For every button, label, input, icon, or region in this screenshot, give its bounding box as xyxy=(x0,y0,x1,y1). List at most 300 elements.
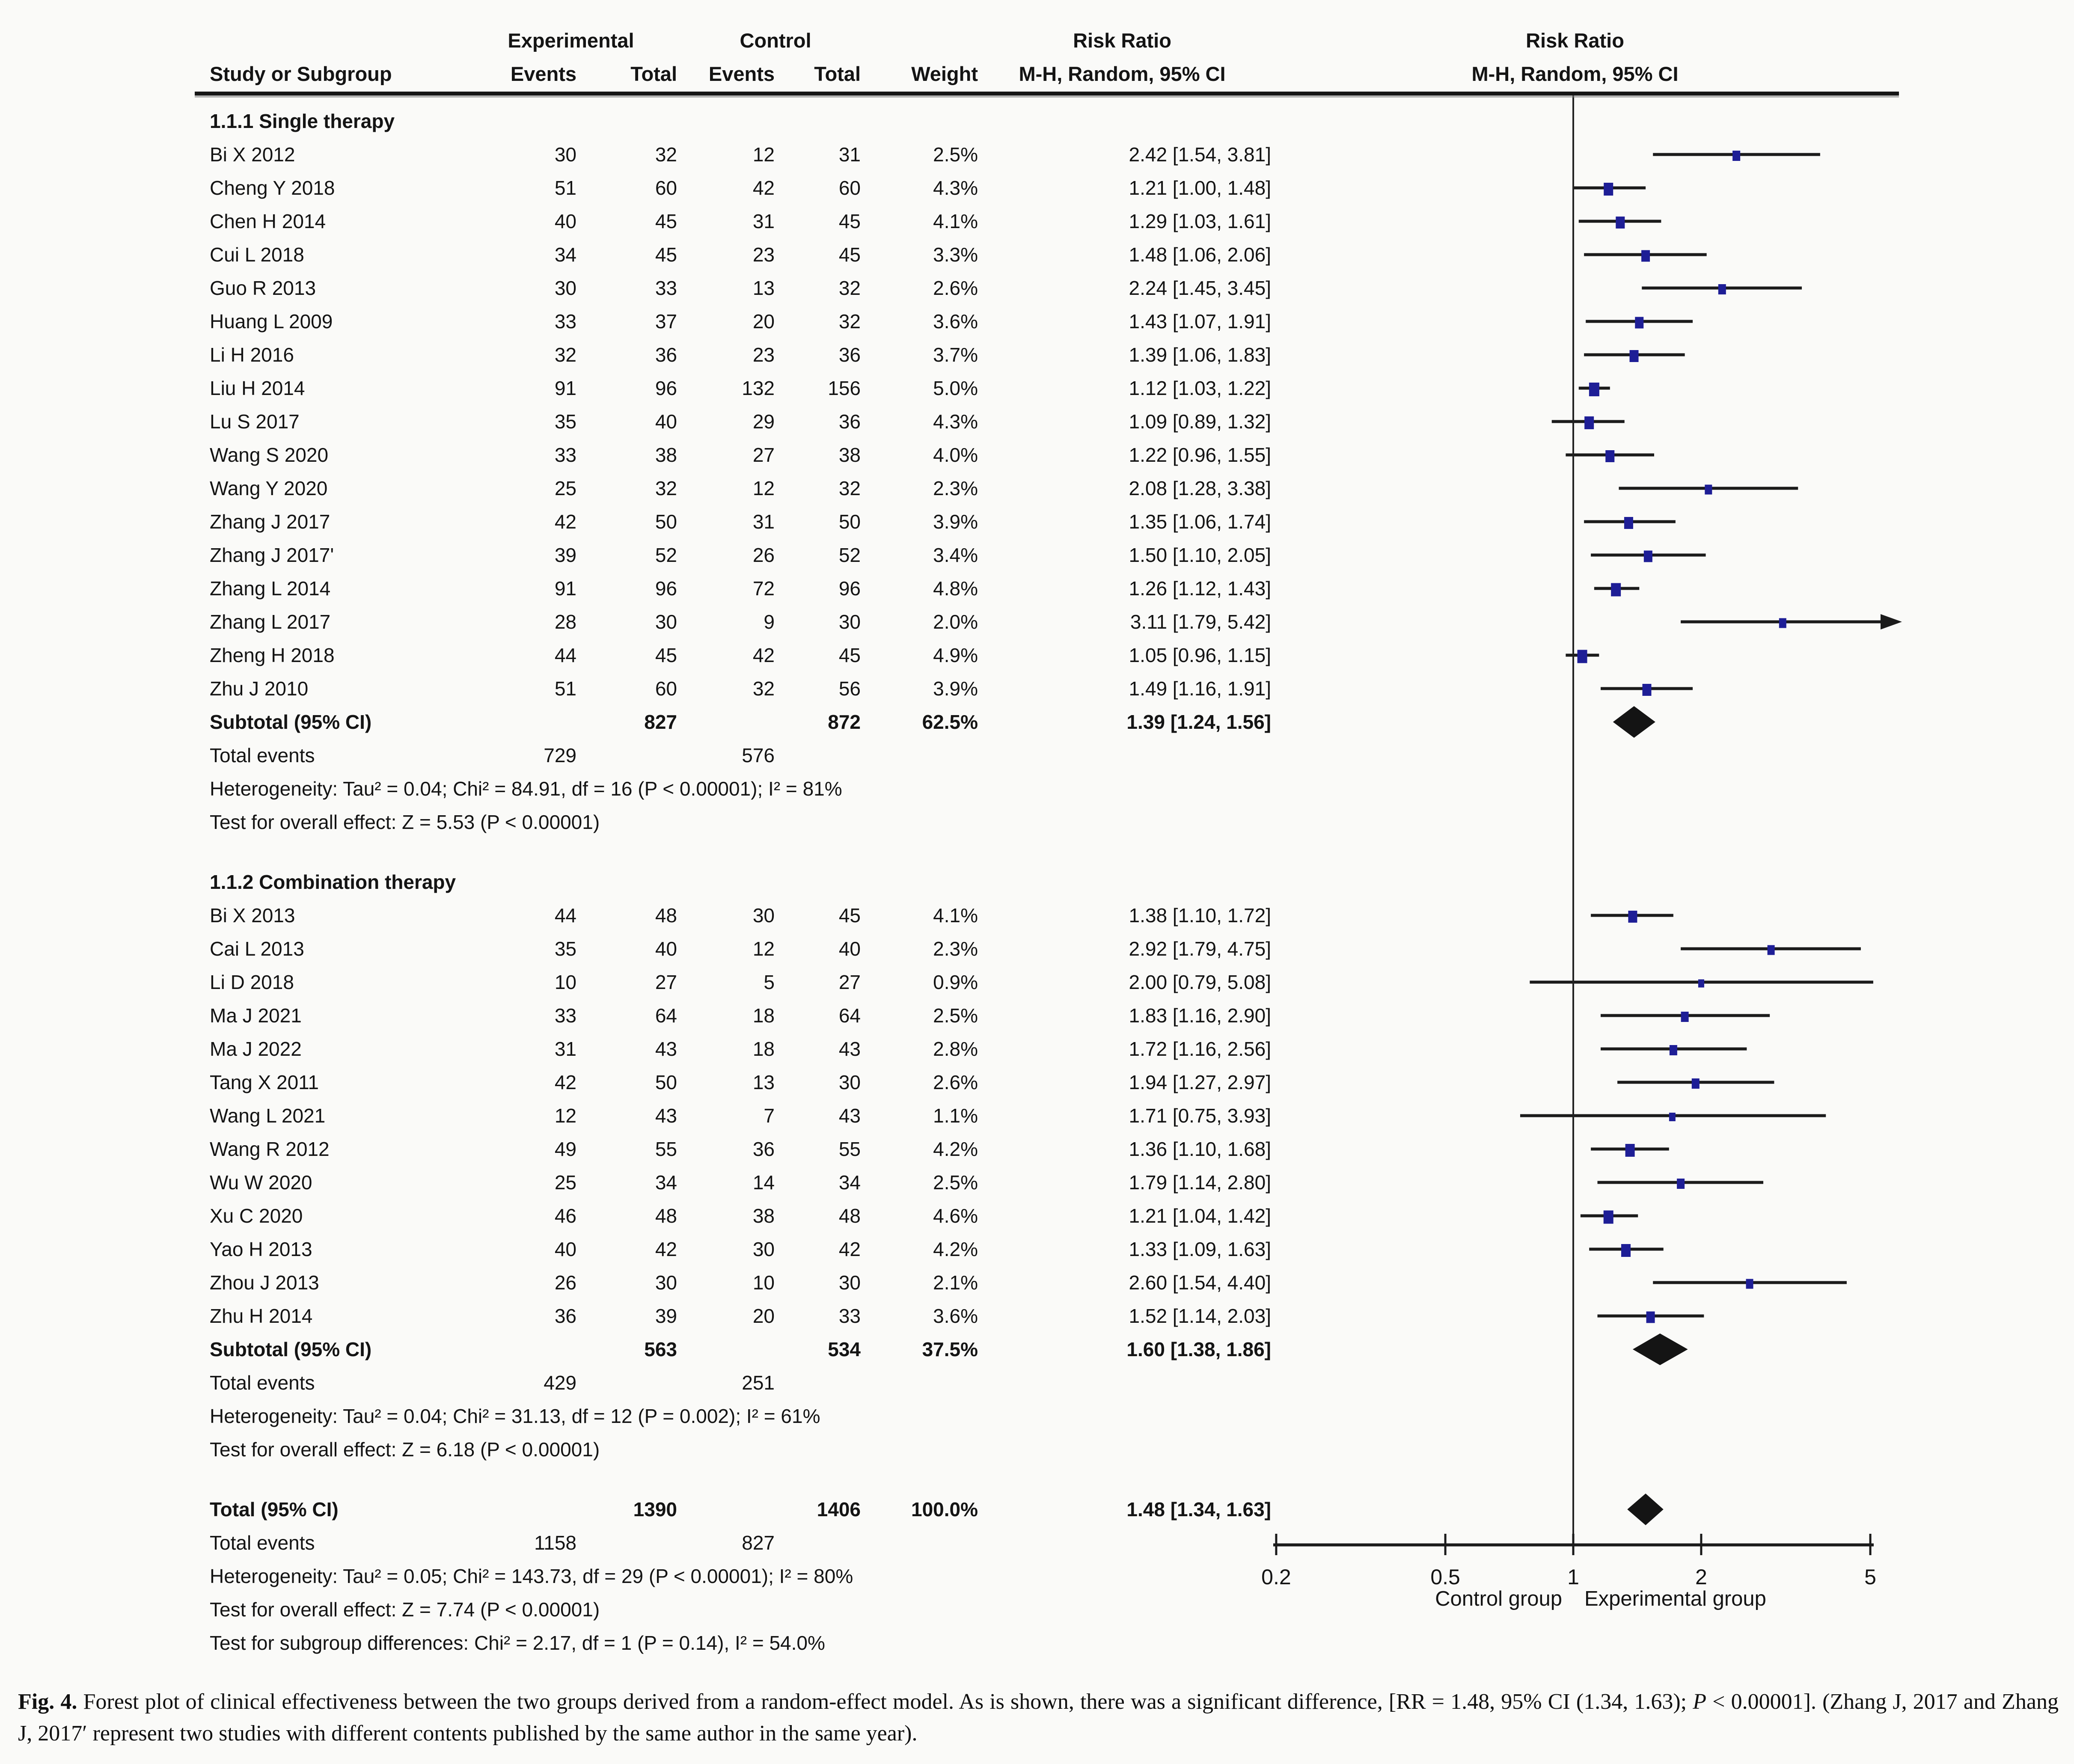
overall-effect-text: Test for overall effect: Z = 6.18 (P < 0.00001) xyxy=(210,1438,600,1461)
ctrl-events-value: 29 xyxy=(752,410,775,433)
exp-events-value: 12 xyxy=(554,1105,576,1127)
study-label: Huang L 2009 xyxy=(210,310,333,333)
ctrl-events-value: 12 xyxy=(752,477,775,499)
ctrl-total-value: 32 xyxy=(838,277,861,299)
exp-total-value: 96 xyxy=(655,577,677,600)
table-row xyxy=(0,138,2074,171)
exp-events-value: 35 xyxy=(554,410,576,433)
header-ctrl-total: Total xyxy=(814,62,861,85)
ctrl-events-value: 31 xyxy=(752,210,775,232)
ctrl-events-value: 12 xyxy=(752,938,775,960)
table-row xyxy=(0,1199,2074,1232)
risk-ratio-ci-text: 1.33 [1.09, 1.63] xyxy=(1129,1238,1271,1260)
ctrl-events-value: 27 xyxy=(752,444,775,466)
study-label: Bi X 2012 xyxy=(210,143,295,166)
table-row xyxy=(0,171,2074,205)
table-row xyxy=(0,865,2074,899)
ctrl-events-value: 42 xyxy=(752,177,775,199)
ctrl-total-value: 64 xyxy=(838,1004,861,1027)
risk-ratio-ci-text: 2.24 [1.45, 3.45] xyxy=(1129,277,1271,299)
study-label: Bi X 2013 xyxy=(210,904,295,927)
study-label: Cai L 2013 xyxy=(210,938,304,960)
exp-events-value: 39 xyxy=(554,544,576,566)
weight-value: 2.6% xyxy=(933,277,978,299)
table-row xyxy=(0,1626,2074,1660)
exp-total-value: 42 xyxy=(655,1238,677,1260)
total-risk-ratio-ci: 1.48 [1.34, 1.63] xyxy=(1126,1498,1271,1520)
risk-ratio-ci-text: 1.50 [1.10, 2.05] xyxy=(1129,544,1271,566)
exp-events-value: 30 xyxy=(554,277,576,299)
total-events-ctrl: 251 xyxy=(742,1372,775,1394)
ctrl-events-value: 38 xyxy=(752,1205,775,1227)
exp-total-value: 33 xyxy=(655,277,677,299)
table-row xyxy=(0,999,2074,1032)
subtotal-risk-ratio-ci: 1.60 [1.38, 1.86] xyxy=(1126,1338,1271,1360)
total-events-exp: 429 xyxy=(544,1372,576,1394)
study-label: Zhu H 2014 xyxy=(210,1305,313,1327)
table-row xyxy=(0,1433,2074,1466)
header-exp-events: Events xyxy=(510,62,576,85)
weight-value: 4.8% xyxy=(933,577,978,600)
caption-text-1: Forest plot of clinical effectiveness between the two groups derived from a random-effect model. As is shown, there was a significant difference, [RR = 1.48, 95% CI (1.34, 1.63); xyxy=(77,1690,1693,1714)
table-row xyxy=(0,1132,2074,1166)
exp-events-value: 25 xyxy=(554,1171,576,1194)
total-events-exp: 729 xyxy=(544,744,576,766)
ctrl-total-value: 52 xyxy=(838,544,861,566)
header-experimental-group: Experimental xyxy=(508,29,634,52)
exp-total-value: 37 xyxy=(655,310,677,333)
table-row xyxy=(0,638,2074,672)
axis-label-experimental-group: Experimental group xyxy=(1584,1587,1766,1610)
exp-events-value: 26 xyxy=(554,1271,576,1294)
subtotal-ctrl-total: 534 xyxy=(828,1338,861,1360)
total-label: Total (95% CI) xyxy=(210,1498,339,1520)
exp-total-value: 32 xyxy=(655,143,677,166)
table-row xyxy=(0,1266,2074,1299)
table-row xyxy=(0,205,2074,238)
ctrl-events-value: 30 xyxy=(752,904,775,927)
ctrl-events-value: 36 xyxy=(752,1138,775,1160)
study-label: Ma J 2022 xyxy=(210,1038,302,1060)
ctrl-total-value: 156 xyxy=(828,377,861,399)
study-label: Zhang L 2014 xyxy=(210,577,331,600)
risk-ratio-ci-text: 1.29 [1.03, 1.61] xyxy=(1129,210,1271,232)
table-row xyxy=(0,472,2074,505)
total-weight: 100.0% xyxy=(911,1498,978,1520)
table-row xyxy=(0,605,2074,638)
table-row xyxy=(0,805,2074,839)
exp-events-value: 51 xyxy=(554,177,576,199)
exp-events-value: 91 xyxy=(554,577,576,600)
study-label: Wang Y 2020 xyxy=(210,477,328,499)
table-row xyxy=(0,271,2074,305)
total-events-label: Total events xyxy=(210,1532,315,1554)
weight-value: 3.7% xyxy=(933,344,978,366)
risk-ratio-ci-text: 1.71 [0.75, 3.93] xyxy=(1129,1105,1271,1127)
weight-value: 3.6% xyxy=(933,310,978,333)
study-label: Wang S 2020 xyxy=(210,444,329,466)
study-label: Zhu J 2010 xyxy=(210,677,309,700)
exp-events-value: 33 xyxy=(554,1004,576,1027)
total-events-ctrl: 576 xyxy=(742,744,775,766)
table-row xyxy=(0,1232,2074,1266)
total-exp-total: 1390 xyxy=(633,1498,677,1520)
exp-total-value: 30 xyxy=(655,611,677,633)
ctrl-total-value: 43 xyxy=(838,1038,861,1060)
total-events-exp: 1158 xyxy=(534,1532,576,1554)
weight-value: 2.5% xyxy=(933,143,978,166)
risk-ratio-ci-text: 2.42 [1.54, 3.81] xyxy=(1129,143,1271,166)
study-label: Liu H 2014 xyxy=(210,377,305,399)
exp-total-value: 34 xyxy=(655,1171,677,1194)
risk-ratio-ci-text: 1.38 [1.10, 1.72] xyxy=(1129,904,1271,927)
risk-ratio-ci-text: 1.43 [1.07, 1.91] xyxy=(1129,310,1271,333)
table-row xyxy=(0,238,2074,271)
subtotal-risk-ratio-ci: 1.39 [1.24, 1.56] xyxy=(1126,711,1271,733)
header-study-or-subgroup: Study or Subgroup xyxy=(210,62,392,85)
weight-value: 2.0% xyxy=(933,611,978,633)
exp-total-value: 38 xyxy=(655,444,677,466)
exp-events-value: 42 xyxy=(554,511,576,533)
ctrl-events-value: 72 xyxy=(752,577,775,600)
weight-value: 4.9% xyxy=(933,644,978,666)
ctrl-total-value: 45 xyxy=(838,644,861,666)
weight-value: 0.9% xyxy=(933,971,978,993)
header-exp-total: Total xyxy=(630,62,677,85)
risk-ratio-ci-text: 1.39 [1.06, 1.83] xyxy=(1129,344,1271,366)
table-row xyxy=(0,1099,2074,1132)
study-label: Wu W 2020 xyxy=(210,1171,312,1194)
total-events-label: Total events xyxy=(210,1372,315,1394)
exp-total-value: 45 xyxy=(655,244,677,266)
study-label: Guo R 2013 xyxy=(210,277,316,299)
ctrl-total-value: 50 xyxy=(838,511,861,533)
exp-events-value: 42 xyxy=(554,1071,576,1093)
study-label: Zheng H 2018 xyxy=(210,644,335,666)
table-row xyxy=(0,505,2074,538)
table-row xyxy=(0,1526,2074,1559)
exp-events-value: 49 xyxy=(554,1138,576,1160)
exp-total-value: 32 xyxy=(655,477,677,499)
study-label: Xu C 2020 xyxy=(210,1205,303,1227)
risk-ratio-ci-text: 1.05 [0.96, 1.15] xyxy=(1129,644,1271,666)
study-label: Lu S 2017 xyxy=(210,410,300,433)
ctrl-total-value: 31 xyxy=(838,143,861,166)
header-weight: Weight xyxy=(911,62,978,85)
weight-value: 2.3% xyxy=(933,938,978,960)
ctrl-total-value: 30 xyxy=(838,611,861,633)
risk-ratio-ci-text: 1.21 [1.00, 1.48] xyxy=(1129,177,1271,199)
table-row xyxy=(0,739,2074,772)
total-ctrl-total: 1406 xyxy=(817,1498,861,1520)
exp-total-value: 43 xyxy=(655,1105,677,1127)
risk-ratio-ci-text: 1.83 [1.16, 2.90] xyxy=(1129,1004,1271,1027)
axis-label-control-group: Control group xyxy=(1435,1587,1562,1610)
exp-total-value: 52 xyxy=(655,544,677,566)
ctrl-total-value: 36 xyxy=(838,344,861,366)
table-row xyxy=(0,538,2074,572)
axis-tick-label: 0.2 xyxy=(1261,1565,1291,1589)
ctrl-events-value: 31 xyxy=(752,511,775,533)
heterogeneity-text: Heterogeneity: Tau² = 0.04; Chi² = 31.13, df = 12 (P = 0.002); I² = 61% xyxy=(210,1405,820,1427)
study-label: Wang R 2012 xyxy=(210,1138,330,1160)
study-label: Tang X 2011 xyxy=(210,1071,319,1093)
ctrl-total-value: 45 xyxy=(838,904,861,927)
weight-value: 4.6% xyxy=(933,1205,978,1227)
exp-events-value: 28 xyxy=(554,611,576,633)
ctrl-total-value: 56 xyxy=(838,677,861,700)
weight-value: 4.2% xyxy=(933,1238,978,1260)
risk-ratio-ci-text: 1.72 [1.16, 2.56] xyxy=(1129,1038,1271,1060)
table-row xyxy=(0,405,2074,438)
ctrl-total-value: 45 xyxy=(838,210,861,232)
caption-fig-label: Fig. 4. xyxy=(18,1690,77,1714)
exp-total-value: 40 xyxy=(655,938,677,960)
weight-value: 2.6% xyxy=(933,1071,978,1093)
heterogeneity-text: Heterogeneity: Tau² = 0.04; Chi² = 84.91, df = 16 (P < 0.00001); I² = 81% xyxy=(210,778,842,800)
exp-events-value: 10 xyxy=(554,971,576,993)
exp-total-value: 43 xyxy=(655,1038,677,1060)
total-events-ctrl: 827 xyxy=(742,1532,775,1554)
exp-events-value: 35 xyxy=(554,938,576,960)
table-row xyxy=(0,1066,2074,1099)
weight-value: 4.3% xyxy=(933,177,978,199)
weight-value: 1.1% xyxy=(933,1105,978,1127)
table-row xyxy=(0,1493,2074,1526)
study-label: Cheng Y 2018 xyxy=(210,177,335,199)
ctrl-events-value: 13 xyxy=(752,1071,775,1093)
subgroup-title: 1.1.1 Single therapy xyxy=(210,110,395,132)
study-label: Ma J 2021 xyxy=(210,1004,302,1027)
study-label: Wang L 2021 xyxy=(210,1105,326,1127)
weight-value: 2.3% xyxy=(933,477,978,499)
heterogeneity-text: Heterogeneity: Tau² = 0.05; Chi² = 143.73, df = 29 (P < 0.00001); I² = 80% xyxy=(210,1565,853,1587)
exp-events-value: 32 xyxy=(554,344,576,366)
ctrl-events-value: 10 xyxy=(752,1271,775,1294)
ctrl-events-value: 30 xyxy=(752,1238,775,1260)
ctrl-total-value: 38 xyxy=(838,444,861,466)
exp-total-value: 39 xyxy=(655,1305,677,1327)
ctrl-events-value: 13 xyxy=(752,277,775,299)
weight-value: 3.9% xyxy=(933,677,978,700)
exp-total-value: 50 xyxy=(655,1071,677,1093)
exp-total-value: 50 xyxy=(655,511,677,533)
table-row xyxy=(0,932,2074,965)
exp-events-value: 25 xyxy=(554,477,576,499)
subtotal-weight: 37.5% xyxy=(922,1338,978,1360)
exp-total-value: 36 xyxy=(655,344,677,366)
exp-events-value: 34 xyxy=(554,244,576,266)
study-label: Zhang J 2017' xyxy=(210,544,334,566)
ctrl-total-value: 60 xyxy=(838,177,861,199)
exp-total-value: 55 xyxy=(655,1138,677,1160)
study-label: Zhang J 2017 xyxy=(210,511,330,533)
risk-ratio-ci-text: 2.92 [1.79, 4.75] xyxy=(1129,938,1271,960)
study-label: Cui L 2018 xyxy=(210,244,304,266)
subgroup-differences-text: Test for subgroup differences: Chi² = 2.17, df = 1 (P = 0.14), I² = 54.0% xyxy=(210,1632,825,1654)
axis-tick-label: 2 xyxy=(1695,1565,1707,1589)
study-label: Li H 2016 xyxy=(210,344,294,366)
ctrl-total-value: 43 xyxy=(838,1105,861,1127)
exp-events-value: 44 xyxy=(554,904,576,927)
overall-effect-text: Test for overall effect: Z = 7.74 (P < 0.00001) xyxy=(210,1598,600,1621)
risk-ratio-ci-text: 1.79 [1.14, 2.80] xyxy=(1129,1171,1271,1194)
weight-value: 3.4% xyxy=(933,544,978,566)
ctrl-events-value: 26 xyxy=(752,544,775,566)
weight-value: 4.1% xyxy=(933,904,978,927)
risk-ratio-ci-text: 1.52 [1.14, 2.03] xyxy=(1129,1305,1271,1327)
ctrl-events-value: 18 xyxy=(752,1004,775,1027)
risk-ratio-ci-text: 1.36 [1.10, 1.68] xyxy=(1129,1138,1271,1160)
exp-events-value: 91 xyxy=(554,377,576,399)
exp-events-value: 51 xyxy=(554,677,576,700)
ctrl-events-value: 20 xyxy=(752,310,775,333)
risk-ratio-ci-text: 1.12 [1.03, 1.22] xyxy=(1129,377,1271,399)
subtotal-label: Subtotal (95% CI) xyxy=(210,711,372,733)
ctrl-total-value: 32 xyxy=(838,477,861,499)
table-row xyxy=(0,1366,2074,1399)
risk-ratio-ci-text: 1.21 [1.04, 1.42] xyxy=(1129,1205,1271,1227)
header-risk-ratio-right: Risk Ratio xyxy=(1526,29,1624,52)
subtotal-exp-total: 563 xyxy=(644,1338,677,1360)
ctrl-total-value: 96 xyxy=(838,577,861,600)
exp-events-value: 33 xyxy=(554,310,576,333)
exp-total-value: 60 xyxy=(655,177,677,199)
weight-value: 3.6% xyxy=(933,1305,978,1327)
table-row xyxy=(0,1166,2074,1199)
ctrl-events-value: 14 xyxy=(752,1171,775,1194)
risk-ratio-ci-text: 1.49 [1.16, 1.91] xyxy=(1129,677,1271,700)
ctrl-total-value: 45 xyxy=(838,244,861,266)
weight-value: 4.3% xyxy=(933,410,978,433)
exp-total-value: 30 xyxy=(655,1271,677,1294)
exp-total-value: 48 xyxy=(655,904,677,927)
header-control-group: Control xyxy=(740,29,811,52)
axis-tick-label: 0.5 xyxy=(1430,1565,1460,1589)
study-label: Zhang L 2017 xyxy=(210,611,331,633)
exp-events-value: 40 xyxy=(554,1238,576,1260)
risk-ratio-ci-text: 1.94 [1.27, 2.97] xyxy=(1129,1071,1271,1093)
risk-ratio-ci-text: 2.08 [1.28, 3.38] xyxy=(1129,477,1271,499)
table-row xyxy=(0,1299,2074,1333)
table-row xyxy=(0,438,2074,472)
weight-value: 3.9% xyxy=(933,511,978,533)
header-ctrl-events: Events xyxy=(708,62,775,85)
weight-value: 2.5% xyxy=(933,1004,978,1027)
ctrl-events-value: 42 xyxy=(752,644,775,666)
study-label: Yao H 2013 xyxy=(210,1238,312,1260)
ctrl-events-value: 20 xyxy=(752,1305,775,1327)
weight-value: 3.3% xyxy=(933,244,978,266)
overall-effect-text: Test for overall effect: Z = 5.53 (P < 0.00001) xyxy=(210,811,600,833)
subtotal-weight: 62.5% xyxy=(922,711,978,733)
table-row xyxy=(0,672,2074,705)
subgroup-title: 1.1.2 Combination therapy xyxy=(210,871,456,893)
figure-caption xyxy=(18,1686,2059,1749)
ctrl-total-value: 55 xyxy=(838,1138,861,1160)
header-risk-ratio-left: Risk Ratio xyxy=(1073,29,1171,52)
axis-tick-label: 5 xyxy=(1864,1565,1876,1589)
weight-value: 4.2% xyxy=(933,1138,978,1160)
exp-events-value: 30 xyxy=(554,143,576,166)
ctrl-events-value: 18 xyxy=(752,1038,775,1060)
ctrl-total-value: 42 xyxy=(838,1238,861,1260)
table-row xyxy=(0,1333,2074,1366)
ctrl-total-value: 34 xyxy=(838,1171,861,1194)
exp-total-value: 27 xyxy=(655,971,677,993)
study-label: Zhou J 2013 xyxy=(210,1271,319,1294)
ctrl-total-value: 36 xyxy=(838,410,861,433)
exp-events-value: 31 xyxy=(554,1038,576,1060)
ctrl-events-value: 32 xyxy=(752,677,775,700)
caption-p-symbol: P xyxy=(1693,1690,1707,1714)
exp-total-value: 45 xyxy=(655,644,677,666)
total-events-label: Total events xyxy=(210,744,315,766)
risk-ratio-ci-text: 1.35 [1.06, 1.74] xyxy=(1129,511,1271,533)
risk-ratio-ci-text: 1.48 [1.06, 2.06] xyxy=(1129,244,1271,266)
exp-total-value: 48 xyxy=(655,1205,677,1227)
subtotal-exp-total: 827 xyxy=(644,711,677,733)
table-row xyxy=(0,899,2074,932)
exp-events-value: 33 xyxy=(554,444,576,466)
ctrl-events-value: 9 xyxy=(764,611,775,633)
axis-tick-label: 1 xyxy=(1567,1565,1579,1589)
weight-value: 2.5% xyxy=(933,1171,978,1194)
table-row xyxy=(0,371,2074,405)
exp-total-value: 64 xyxy=(655,1004,677,1027)
subtotal-ctrl-total: 872 xyxy=(828,711,861,733)
risk-ratio-ci-text: 1.22 [0.96, 1.55] xyxy=(1129,444,1271,466)
ctrl-events-value: 12 xyxy=(752,143,775,166)
ctrl-events-value: 7 xyxy=(764,1105,775,1127)
exp-events-value: 44 xyxy=(554,644,576,666)
caption-text-2: < 0.00001]. (Zhang J, 2017 and Zhang J, 2017′ represent two studies with different contents published by the same author in the same year). xyxy=(18,1690,2059,1746)
ctrl-total-value: 32 xyxy=(838,310,861,333)
table-row xyxy=(0,1032,2074,1066)
risk-ratio-ci-text: 2.60 [1.54, 4.40] xyxy=(1129,1271,1271,1294)
table-row xyxy=(0,1399,2074,1433)
weight-value: 4.1% xyxy=(933,210,978,232)
exp-total-value: 60 xyxy=(655,677,677,700)
ctrl-total-value: 27 xyxy=(838,971,861,993)
exp-events-value: 40 xyxy=(554,210,576,232)
table-row xyxy=(0,772,2074,805)
study-label: Chen H 2014 xyxy=(210,210,326,232)
table-row xyxy=(0,338,2074,371)
table-row xyxy=(0,705,2074,739)
ctrl-total-value: 48 xyxy=(838,1205,861,1227)
ctrl-total-value: 30 xyxy=(838,1071,861,1093)
weight-value: 2.8% xyxy=(933,1038,978,1060)
exp-events-value: 46 xyxy=(554,1205,576,1227)
ctrl-events-value: 23 xyxy=(752,244,775,266)
exp-total-value: 96 xyxy=(655,377,677,399)
ctrl-events-value: 23 xyxy=(752,344,775,366)
exp-total-value: 45 xyxy=(655,210,677,232)
risk-ratio-ci-text: 1.09 [0.89, 1.32] xyxy=(1129,410,1271,433)
ctrl-total-value: 33 xyxy=(838,1305,861,1327)
weight-value: 2.1% xyxy=(933,1271,978,1294)
risk-ratio-ci-text: 1.26 [1.12, 1.43] xyxy=(1129,577,1271,600)
weight-value: 5.0% xyxy=(933,377,978,399)
study-label: Li D 2018 xyxy=(210,971,294,993)
table-row xyxy=(0,305,2074,338)
header-mh-random-left: M-H, Random, 95% CI xyxy=(1019,62,1226,85)
exp-events-value: 36 xyxy=(554,1305,576,1327)
table-row xyxy=(0,965,2074,999)
risk-ratio-ci-text: 2.00 [0.79, 5.08] xyxy=(1129,971,1271,993)
weight-value: 4.0% xyxy=(933,444,978,466)
